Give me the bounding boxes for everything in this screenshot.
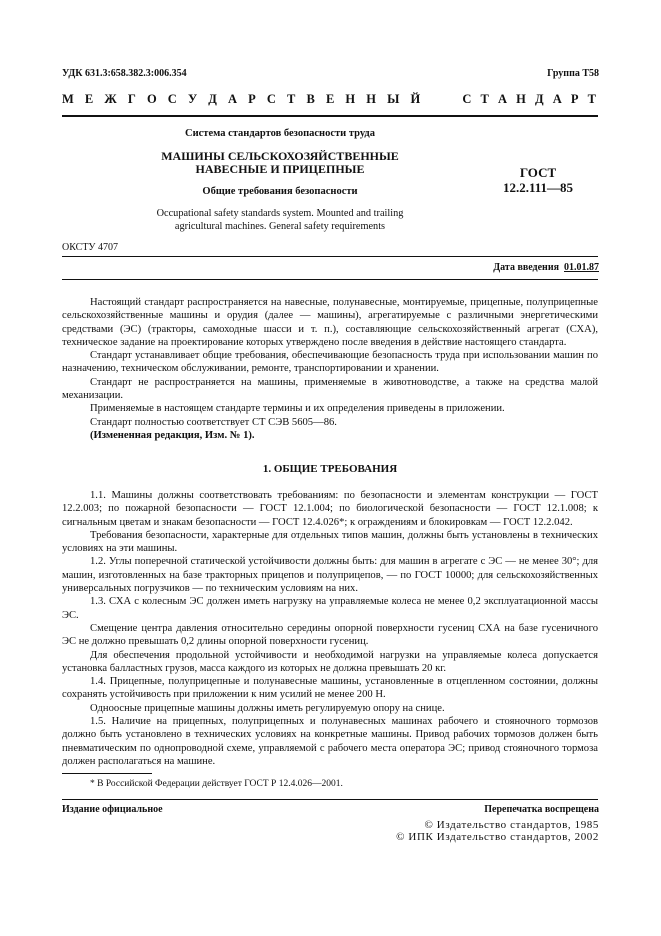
english-line-1: Occupational safety standards system. Mounted and trailing [156,208,404,219]
gost-label: ГОСТ [519,165,557,180]
standard-subtitle: Общие требования безопасности [202,186,358,197]
intro-paragraph-1: Настоящий стандарт распространяется на навесные, полунавесные, монтируемые, прицепные, полуприцепные сельскохозяйственные машины и орудия (далее — машины), агрегатируемые с различными энергетическими средствами (ЭС) (тракторы, самоходные шасси и т. п.), составляющие сельскохозяйственный агрегат (СХА), техническое задание на проектирование которых утверждено после введения в действие настоящего стандарта. [62,297,598,348]
intro-date [493,262,599,273]
clause-1-2: 1.2. Углы поперечной статической устойчивости должны быть: для машин в агрегате с ЭС — не менее 30°; для машин, изготовленных на базе тракторных прицепов и полуприцепов, — по ГОСТ 10000; для сельскохозяйственных универсальных погрузчиков — по техническим условиям на них. [62,556,598,595]
intro-date-label: Дата введения [493,262,559,273]
intro-paragraph-2: Стандарт устанавливает общие требования, обеспечивающие безопасность труда при использовании машин по назначению, техническом обслуживании, ремонте, транспортировании и хранении. [62,350,598,375]
clause-1-5: 1.5. Наличие на прицепных, полуприцепных и полунавесных машинах рабочего и стояночного тормозов должно быть установлено в технических условиях на конкретные машины. Привод рабочих тормозов должен быть пневматическим по однопроводной схеме, управляемой с рабочего места оператора ЭС; привод стояночного тормоза должен располагаться на машине. [62,716,598,767]
copyright-block [396,819,599,843]
title-line-1: МАШИНЫ СЕЛЬСКОХОЗЯЙСТВЕННЫЕ [161,149,399,163]
title-line-2: НАВЕСНЫЕ И ПРИЦЕПНЫЕ [195,162,365,176]
english-line-2: agricultural machines. General safety requirements [174,220,386,232]
official-edition: Издание официальное [62,804,163,815]
copyright-2002: © ИПК Издательство стандартов, 2002 [396,831,599,843]
section-heading: 1. ОБЩИЕ ТРЕБОВАНИЯ [262,463,398,475]
clause-1-3-b: Смещение центра давления относительно середины опорной поверхности гусениц СХА на базе гусеничного ЭС не должно превышать 0,2 длины опорной поверхности гусениц. [62,622,598,648]
clause-1-1-note: Требования безопасности, характерные для отдельных типов машин, должны быть установлены в технических условиях на эти машины. [62,529,598,555]
intro-block [62,296,598,442]
clause-1-4-b: Одноосные прицепные машины должны иметь регулируемую опору на снице. [90,702,445,714]
okstu-rule [62,256,598,257]
intro-paragraph-4: Применяемые в настоящем стандарте термины и их определения приведены в приложении. [90,403,505,415]
system-name: Система стандартов безопасности труда [185,128,375,139]
clause-1-3-c: Для обеспечения продольной устойчивости и необходимой нагрузки на управляемые колеса допускается установка балластных грузов, масса каждого из которых не должна превышать 20 кг. [62,649,598,674]
intro-date-value: 01.01.87 [564,262,599,273]
clause-1-4: 1.4. Прицепные, полуприцепные и полунавесные машины, установленные в отцепленном состоянии, должны сохранять устойчивость при приложении к ним усилий не менее 200 Н. [62,676,598,701]
intro-paragraph-3: Стандарт не распространяется на машины, применяемые в животноводстве, а также на средства малой механизации. [62,376,598,402]
footnote-rule [62,773,152,774]
footer-rule [62,799,598,800]
english-title [110,208,450,233]
footnote: * В Российской Федерации действует ГОСТ Р 12.4.026—2001. [90,779,343,789]
okstu-code: ОКСТУ 4707 [62,242,119,253]
banner-rule [62,115,598,117]
banner-left: М Е Ж Г О С У Д А Р С Т В Е Н Н Ы Й [62,92,424,106]
section-1-body [62,489,598,768]
reprint-prohibited: Перепечатка воспрещена [484,804,599,815]
clause-1-1: 1.1. Машины должны соответствовать требованиям: по безопасности и элементам конструкции — ГОСТ 12.2.003; по пожарной безопасности — ГОСТ 12.1.004; по биологической безопасности — ГОСТ 12.1.008; к сигнальным цветам и знакам безопасности — ГОСТ 12.4.026*; к ограждениям и блокировкам — ГОСТ 12.2.042. [62,490,598,528]
gost-number: 12.2.111—85 [502,180,574,195]
gost-designation [478,165,598,195]
group-code: Группа Т58 [547,68,599,79]
udk-code: УДК 631.3:658.382.3:006.354 [62,68,187,79]
standard-title [120,150,440,176]
clause-1-3: 1.3. СХА с колесным ЭС должен иметь нагрузку на управляемые колеса не менее 0,2 эксплуатационной массы ЭС. [62,596,598,621]
banner-right: С Т А Н Д А Р Т [462,92,599,106]
intro-paragraph-5: Стандарт полностью соответствует СТ СЭВ 5605—86. [90,416,337,428]
copyright-1985: © Издательство стандартов, 1985 [424,819,599,831]
date-rule [62,279,598,280]
amendment-note: (Измененная редакция, Изм. № 1). [90,429,255,441]
